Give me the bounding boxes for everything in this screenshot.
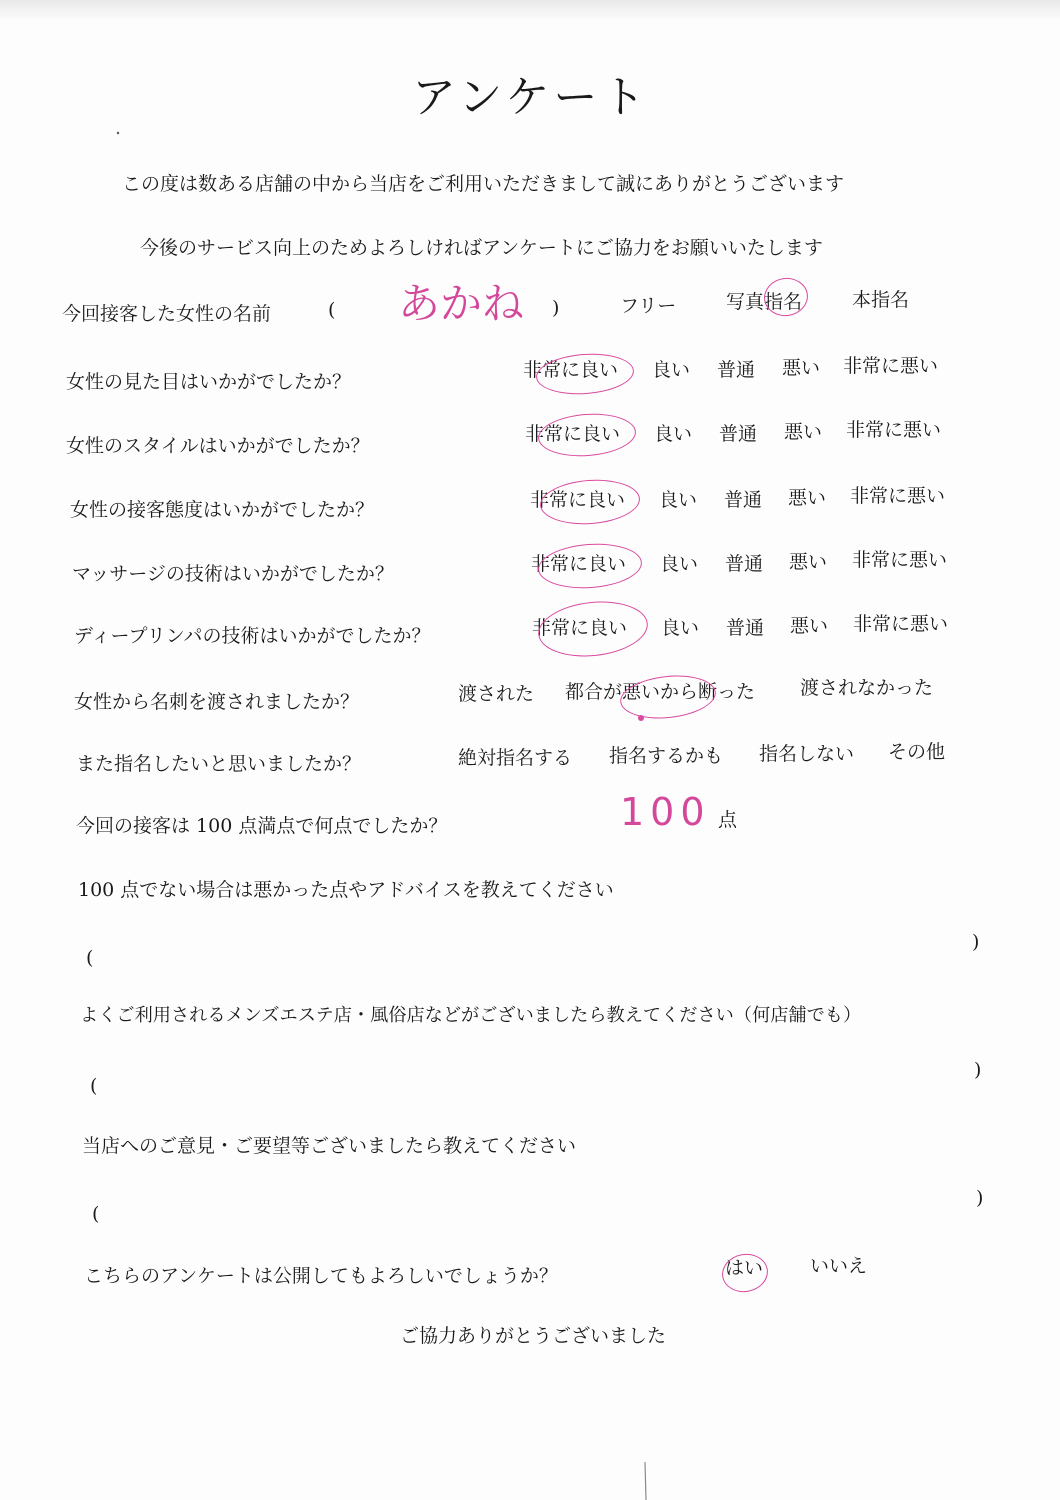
repeat-option-no: 指名しない (759, 743, 855, 765)
repeat-option-other: その他 (888, 741, 946, 763)
card-question-label: 女性から名刺を渡されましたか？ (74, 691, 360, 713)
free-answer-open-paren: ( (86, 947, 94, 969)
free-question-label: 100 点でない場合は悪かった点やアドバイスを教えてください (78, 879, 614, 901)
name-question-label: 今回接客した女性の名前 (62, 303, 272, 325)
free-answer-open-paren: ( (90, 1075, 98, 1097)
name-option-photo: 写真指名 (726, 291, 803, 313)
repeat-option-definitely: 絶対指名する (458, 747, 573, 769)
publish-option-yes: はい (725, 1257, 764, 1279)
rating-option: 悪い (790, 615, 829, 637)
closing-text: ご協力ありがとうございました (400, 1325, 667, 1347)
score-answer-handwritten: 100 (620, 790, 711, 834)
rating-option: 良い (661, 617, 700, 639)
intro-line-2: 今後のサービス向上のためよろしければアンケートにご協力をお願いいたします (140, 237, 823, 259)
name-option-free: フリー (620, 295, 677, 317)
score-unit: 点 (718, 809, 738, 831)
free-answer-close-paren: ) (974, 1059, 982, 1081)
rating-option: 非常に良い (530, 489, 626, 511)
publish-question-label: こちらのアンケートは公開してもよろしいでしょうか？ (84, 1265, 558, 1287)
rating-option: 非常に良い (532, 617, 628, 639)
rating-option: 悪い (784, 421, 823, 443)
rating-option: 良い (652, 359, 691, 381)
rating-option: 悪い (789, 551, 828, 573)
intro-line-1: この度は数ある店舗の中から当店をご利用いただきまして誠にありがとうございます (122, 173, 845, 195)
free-question-label: 当店へのご意見・ご要望等ございましたら教えてください (82, 1135, 577, 1157)
repeat-option-maybe: 指名するかも (609, 745, 724, 767)
card-option-given: 渡された (458, 683, 535, 705)
rating-option: 普通 (724, 489, 763, 511)
rating-option: 非常に良い (525, 423, 621, 445)
card-option-not-given: 渡されなかった (800, 677, 934, 699)
rating-option: 非常に悪い (852, 549, 948, 571)
rating-option: 普通 (726, 617, 765, 639)
repeat-question-label: また指名したいと思いましたか？ (76, 753, 362, 775)
rating-option: 非常に良い (523, 359, 619, 381)
fold-line (645, 1462, 646, 1500)
rating-question-label: 女性の見た目はいかがでしたか？ (66, 371, 352, 393)
rating-option: 非常に悪い (843, 355, 939, 377)
rating-question-label: 女性の接客態度はいかがでしたか？ (70, 499, 375, 521)
name-close-paren: ) (552, 297, 560, 319)
name-answer-handwritten: あかね (398, 279, 525, 328)
free-question-label: よくご利用されるメンズエステ店・風俗店などがございましたら教えてください（何店舗でも） (80, 1005, 862, 1026)
rating-question-label: ディープリンパの技術はいかがでしたか？ (74, 625, 431, 647)
rating-option: 悪い (782, 357, 821, 379)
publish-option-no: いいえ (810, 1255, 868, 1277)
rating-question-label: 女性のスタイルはいかがでしたか？ (66, 435, 370, 457)
rating-question-label: マッサージの技術はいかがでしたか？ (72, 563, 394, 585)
survey-title: アンケート (412, 72, 650, 123)
rating-option: 非常に悪い (853, 613, 949, 635)
free-answer-open-paren: ( (92, 1203, 100, 1225)
rating-option: 良い (659, 489, 698, 511)
rating-option: 非常に良い (531, 553, 627, 575)
free-answer-close-paren: ) (972, 931, 980, 953)
rating-option: 普通 (717, 359, 756, 381)
rating-option: 良い (654, 423, 693, 445)
pen-dot (638, 715, 644, 721)
rating-option: 非常に悪い (850, 485, 946, 507)
rating-option: 良い (660, 553, 699, 575)
card-option-declined: 都合が悪いから断った (565, 681, 756, 703)
name-option-main: 本指名 (852, 289, 910, 311)
rating-option: 普通 (719, 423, 758, 445)
score-question-label: 今回の接客は 100 点満点で何点でしたか？ (76, 815, 448, 837)
name-open-paren: ( (328, 299, 336, 321)
rating-option: 非常に悪い (846, 419, 942, 441)
rating-option: 悪い (788, 487, 827, 509)
free-answer-close-paren: ) (976, 1187, 984, 1209)
paper-speck (117, 132, 119, 134)
rating-option: 普通 (725, 553, 764, 575)
